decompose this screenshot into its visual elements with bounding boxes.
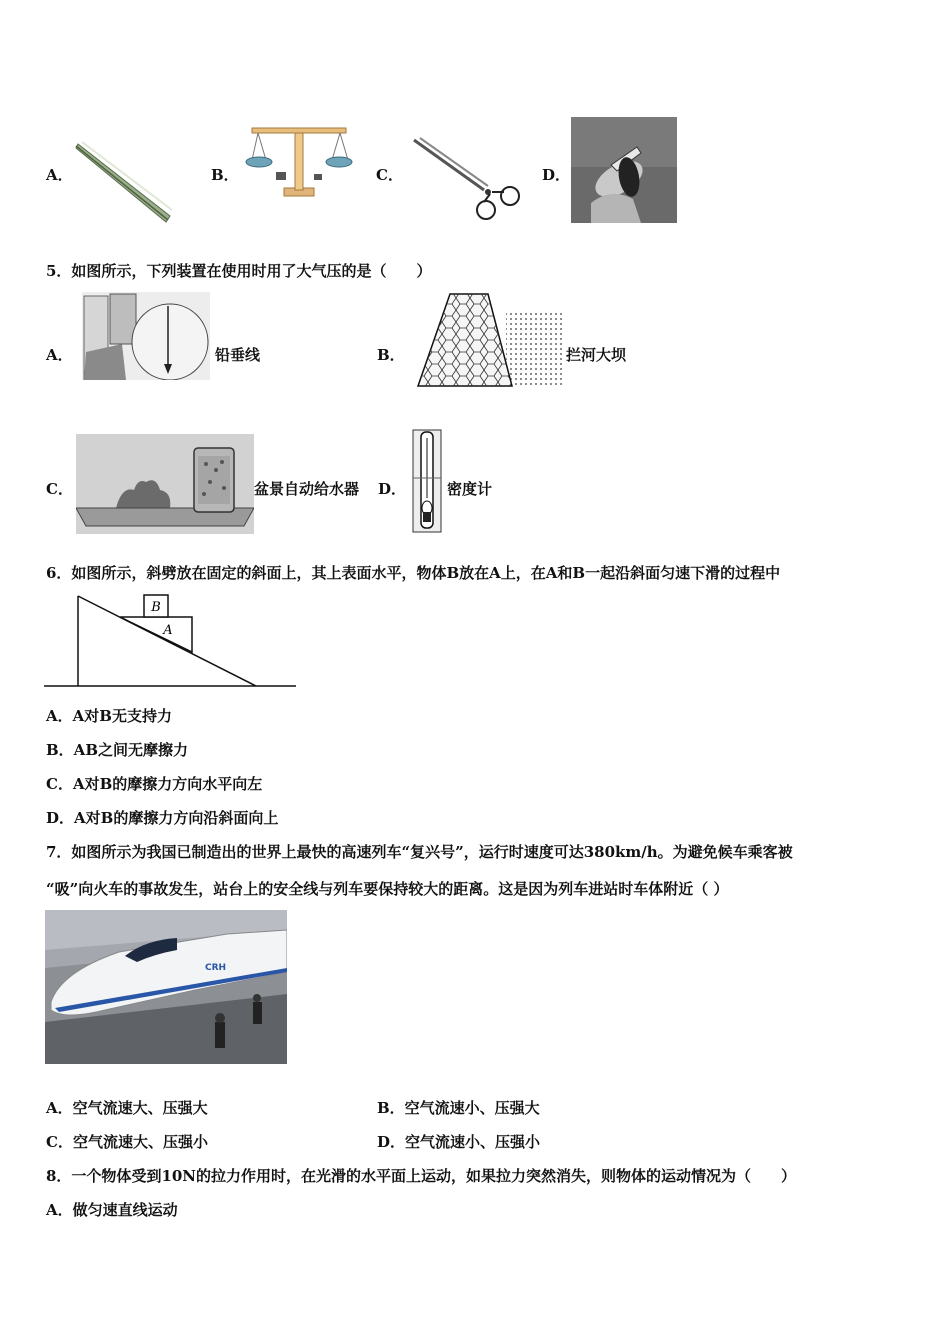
q5-option-b-label: B． — [377, 346, 405, 364]
q5-option-d-text: 密度计 — [447, 480, 493, 498]
q7-option-d: D．空气流速小、压强小 — [377, 1133, 541, 1151]
q6-option-c: C．A对B的摩擦力方向水平向左 — [46, 775, 263, 793]
q6-option-d: D．A对B的摩擦力方向沿斜面向上 — [46, 809, 279, 827]
q7-option-c: C．空气流速大、压强小 — [46, 1133, 208, 1151]
nail-clipper-photo — [571, 117, 677, 223]
incline-diagram — [44, 590, 298, 690]
q5-option-c-text: 盆景自动给水器 — [254, 480, 360, 498]
q4-option-d-label: D． — [542, 166, 571, 184]
scissors-image — [410, 134, 528, 224]
train-logo: CRH — [205, 963, 227, 973]
q7-option-a: A．空气流速大、压强大 — [46, 1099, 208, 1117]
q5-option-b-text: 拦河大坝 — [566, 346, 627, 364]
auto-water-feeder-image — [76, 434, 254, 534]
wedge-a — [120, 617, 192, 652]
river-dam-image — [414, 292, 562, 388]
q4-option-c-label: C． — [376, 166, 403, 184]
wedge-a-label: A — [163, 623, 173, 638]
q6-option-a: A．A对B无支持力 — [46, 707, 172, 725]
high-speed-train-photo — [45, 910, 287, 1064]
q4-option-a-label: A． — [46, 166, 73, 184]
q8-stem: 8．一个物体受到10N的拉力作用时，在光滑的水平面上运动，如果拉力突然消失，则物体的运动情况为（ ） — [46, 1167, 797, 1185]
q7-stem-line1: 7．如图所示为我国已制造出的世界上最快的高速列车“复兴号”，运行时速度可达380km/h。为避免候车乘客被 — [46, 843, 793, 861]
balance-scale-image — [244, 120, 354, 200]
q5-option-a-text: 铅垂线 — [215, 346, 261, 364]
q7-stem-line2: “吸”向火车的事故发生，站台上的安全线与列车要保持较大的距离。这是因为列车进站时车体附近（ ） — [46, 880, 729, 898]
plumb-line-image — [82, 292, 210, 380]
q5-option-d-label: D． — [378, 480, 407, 498]
block-b-label: B — [151, 600, 161, 615]
q8-option-a: A．做匀速直线运动 — [46, 1201, 178, 1219]
q5-stem: 5．如图所示，下列装置在使用时用了大气压的是（ ） — [46, 262, 432, 280]
q5-option-a-label: A． — [46, 346, 73, 364]
q4-option-b-label: B． — [211, 166, 239, 184]
q6-option-b: B．AB之间无摩擦力 — [46, 741, 188, 759]
q5-option-c-label: C． — [46, 480, 73, 498]
hydrometer-image — [411, 428, 443, 534]
tweezers-image — [72, 136, 178, 226]
q7-option-b: B．空气流速小、压强大 — [377, 1099, 540, 1117]
q6-stem: 6．如图所示，斜劈放在固定的斜面上，其上表面水平，物体B放在A上，在A和B一起沿斜面匀速下滑的过程中 — [46, 564, 781, 582]
